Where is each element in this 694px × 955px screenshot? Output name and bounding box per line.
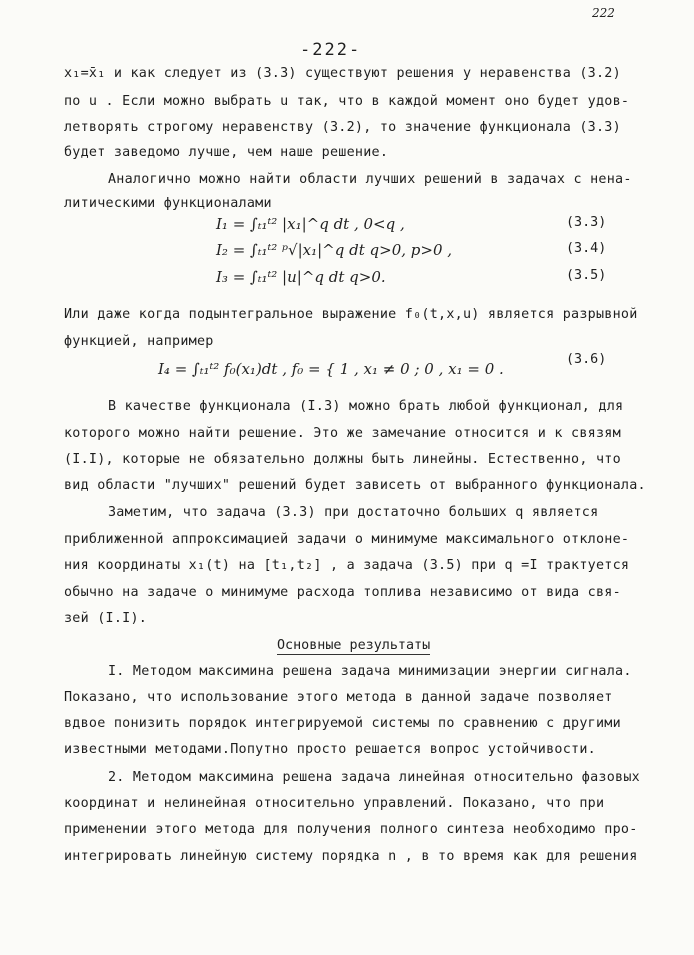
text-line: Или даже когда подынтегральное выражение f₀(t,x,u) является разрывной [64,307,638,322]
equation-number: (3.6) [566,352,607,367]
section-heading: Основные результаты [277,638,431,653]
text-line: приближенной аппроксимацией задачи о минимуме максимального отклоне- [64,532,630,547]
text-line: В качестве функционала (I.3) можно брать любой функционал, для [108,399,624,414]
formula-3-6: I₄ = ∫ₜ₁ᵗ² f₀(x₁)dt , f₀ = { 1 , x₁ ≠ 0 ; 0 , x₁ = 0 . [158,360,504,378]
text-line: по u . Если можно выбрать u так, что в каждой момент оно будет удов- [64,94,630,109]
corner-page-number: 222 [592,6,615,20]
text-line: функцией, например [64,334,214,349]
text-line: которого можно найти решение. Это же замечание относится и к связям [64,426,621,441]
text-line: ния координаты x₁(t) на [t₁,t₂] , а задача (3.5) при q =I трактуется [64,558,630,573]
text-line: интегрировать линейную систему порядка n , в то время как для решения [64,849,638,864]
text-line: Аналогично можно найти области лучших решений в задачах с нена- [108,172,632,187]
text-line: x₁=x̄₁ и как следует из (3.3) существуют решения у неравенства (3.2) [64,66,621,81]
page-number: -222- [300,40,362,60]
text-line: зей (I.I). [64,611,148,626]
text-line: применении этого метода для получения полного синтеза необходимо про- [64,822,638,837]
text-line: Заметим, что задача (3.3) при достаточно больших q является [108,505,599,520]
text-line: координат и нелинейная относительно управлений. Показано, что при [64,796,605,811]
equation-number: (3.3) [566,215,607,230]
text-line: летворять строгому неравенству (3.2), то значение функционала (3.3) [64,120,621,135]
text-line: будет заведомо лучше, чем наше решение. [64,145,389,160]
equation-number: (3.5) [566,268,607,283]
equation-number: (3.4) [566,241,607,256]
text-line: вдвое понизить порядок интегрируемой системы по сравнению с другими [64,716,621,731]
text-line: I. Методом максимина решена задача минимизации энергии сигнала. [108,664,632,679]
formula-3-4: I₂ = ∫ₜ₁ᵗ² ᵖ√|x₁|^q dt q>0, p>0 , [216,241,453,259]
text-line: известными методами.Попутно просто решается вопрос устойчивости. [64,742,596,757]
text-line: обычно на задаче о минимуме расхода топлива независимо от вида свя- [64,585,621,600]
text-line: 2. Методом максимина решена задача линейная относительно фазовых [108,770,640,785]
formula-3-3: I₁ = ∫ₜ₁ᵗ² |x₁|^q dt , 0<q , [216,215,405,233]
text-line: Показано, что использование этого метода в данной задаче позволяет [64,690,613,705]
text-line: вид области "лучших" решений будет зависеть от выбранного функционала. [64,478,646,493]
text-line: литическими функционалами [64,196,272,211]
formula-3-5: I₃ = ∫ₜ₁ᵗ² |u|^q dt q>0. [216,268,386,286]
text-line: (I.I), которые не обязательно должны быть линейны. Естественно, что [64,452,621,467]
